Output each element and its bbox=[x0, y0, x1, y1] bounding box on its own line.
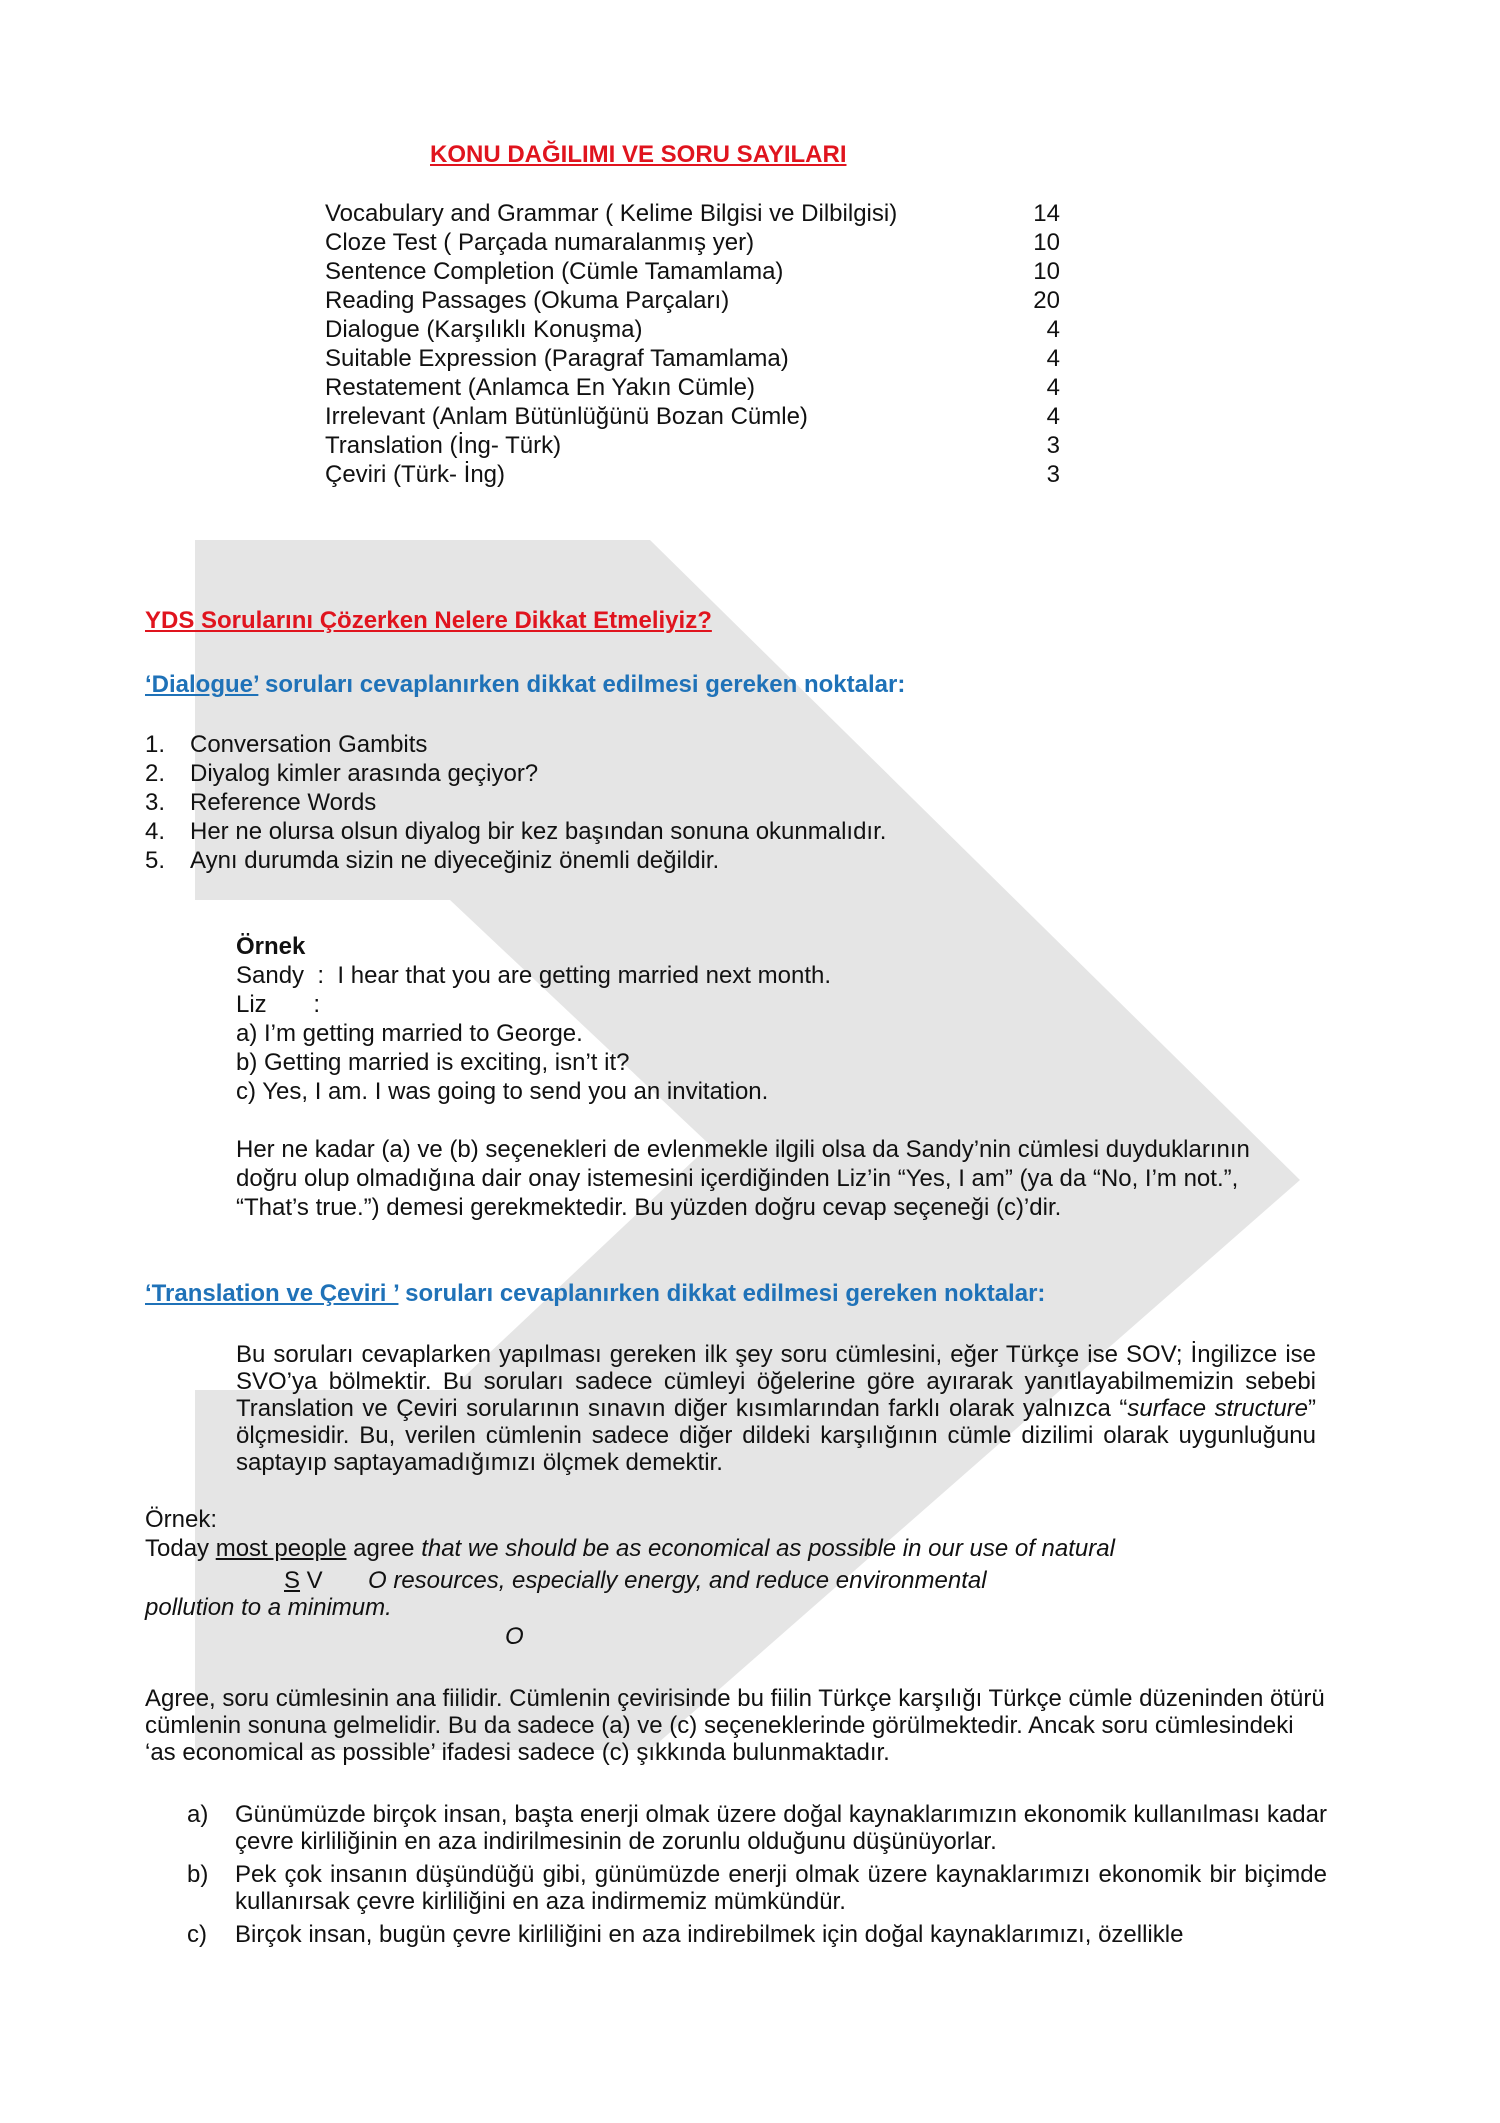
dialogue-point-number: 3. bbox=[145, 789, 166, 816]
distribution-row bbox=[325, 199, 1060, 228]
dialogue-option-b: b) Getting married is exciting, isn’t it? bbox=[236, 1049, 630, 1076]
dialogue-point-text: Reference Words bbox=[190, 789, 377, 816]
translation-option-text: Pek çok insanın düşündüğü gibi, günümüzde enerji olmak üzere kaynaklarımızı ekonomik bir biçimde kullanırsak çevre kirliliğini en aza indirmemiz mümkündür. bbox=[235, 1861, 1327, 1915]
example-sentence-line2 bbox=[284, 1566, 323, 1595]
example-subject: most people bbox=[215, 1535, 347, 1562]
distribution-count: 20 bbox=[1033, 287, 1060, 314]
dialogue-explanation: Her ne kadar (a) ve (b) seçenekleri de evlenmekle ilgili olsa da Sandy’nin cümlesi duyduklarının doğru olup olmadığına dair onay istemesini içerdiğinden Liz’in “Yes, I am” (ya da “No, I’m not.”, “That’s true.”) demesi gerekmektedir. Bu yüzden doğru cevap seçeneği (c)’dir. bbox=[236, 1136, 1250, 1221]
translation-explanation bbox=[236, 1341, 1316, 1476]
dialogue-point-text: Her ne olursa olsun diyalog bir kez başından sonuna okunmalıdır. bbox=[190, 818, 887, 845]
translation-heading-term: ‘Translation ve Çeviri ’ bbox=[145, 1280, 399, 1307]
dialogue-line-sandy: Sandy : I hear that you are getting married next month. bbox=[236, 962, 831, 989]
dialogue-point-text: Conversation Gambits bbox=[190, 731, 428, 758]
dialogue-point bbox=[145, 846, 886, 875]
translation-option-text: Birçok insan, bugün çevre kirliliğini en aza indirebilmek için doğal kaynaklarımızı, özellikle bbox=[235, 1921, 1184, 1948]
translation-example-label: Örnek: bbox=[145, 1506, 218, 1533]
translation-option bbox=[145, 1801, 1327, 1855]
translation-option-letter: a) bbox=[187, 1801, 209, 1828]
dialogue-heading bbox=[145, 670, 905, 699]
topic-distribution-list bbox=[325, 199, 1060, 489]
dialogue-option-c: c) Yes, I am. I was going to send you an invitation. bbox=[236, 1078, 769, 1105]
distribution-count: 4 bbox=[1046, 345, 1060, 372]
distribution-count: 3 bbox=[1046, 432, 1060, 459]
distribution-label: Restatement (Anlamca En Yakın Cümle) bbox=[325, 374, 755, 401]
distribution-row bbox=[325, 344, 1060, 373]
translation-analysis: Agree, soru cümlesinin ana fiilidir. Cümlenin çevirisinde bu fiilin Türkçe karşılığı Türkçe cümle düzeninden ötürü cümlenin sonuna gelmelidir. Bu da sadece (a) ve (c) seçeneklerinde görülmektedir. Ancak soru cümlesindeki ‘as economical as possible’ ifadesi sadece (c) şıkkında bulunmaktadır. bbox=[145, 1685, 1325, 1766]
distribution-row bbox=[325, 257, 1060, 286]
example-sentence-line3 bbox=[145, 1593, 392, 1622]
example-verb: agree bbox=[346, 1535, 422, 1562]
translation-heading-rest: soruları cevaplanırken dikkat edilmesi gereken noktalar: bbox=[398, 1280, 1046, 1307]
distribution-label: Dialogue (Karşılıklı Konuşma) bbox=[325, 316, 643, 343]
distribution-row bbox=[325, 460, 1060, 489]
distribution-count: 4 bbox=[1046, 403, 1060, 430]
distribution-label: Reading Passages (Okuma Parçaları) bbox=[325, 287, 730, 314]
dialogue-point bbox=[145, 788, 886, 817]
example-sentence-line1 bbox=[145, 1534, 1115, 1563]
distribution-label: Vocabulary and Grammar ( Kelime Bilgisi ve Dilbilgisi) bbox=[325, 200, 898, 227]
example-sentence-continuation bbox=[368, 1566, 987, 1595]
distribution-label: Sentence Completion (Cümle Tamamlama) bbox=[325, 258, 784, 285]
dialogue-point bbox=[145, 730, 886, 759]
dialogue-point-number: 4. bbox=[145, 818, 166, 845]
example-object: that we should be as economical as possible in our use of natural bbox=[421, 1535, 1115, 1562]
dialogue-point bbox=[145, 817, 886, 846]
translation-option-letter: c) bbox=[187, 1921, 207, 1948]
distribution-row bbox=[325, 315, 1060, 344]
example-object-end: pollution to a minimum. bbox=[145, 1594, 392, 1621]
distribution-label: Translation (İng- Türk) bbox=[325, 432, 562, 459]
translation-option bbox=[145, 1921, 1327, 1948]
section-title: YDS Sorularını Çözerken Nelere Dikkat Etmeliyiz? bbox=[145, 607, 712, 634]
distribution-count: 14 bbox=[1033, 200, 1060, 227]
distribution-row bbox=[325, 286, 1060, 315]
dialogue-point-number: 1. bbox=[145, 731, 166, 758]
distribution-count: 10 bbox=[1033, 258, 1060, 285]
distribution-label: Cloze Test ( Parçada numaralanmış yer) bbox=[325, 229, 755, 256]
translation-option bbox=[145, 1861, 1327, 1915]
surface-structure-term: surface structure bbox=[1127, 1395, 1308, 1422]
distribution-label: Çeviri (Türk- İng) bbox=[325, 461, 506, 488]
object-marker bbox=[505, 1622, 524, 1651]
translation-text-part2: ” ölçmesidir. Bu, verilen cümlenin sadece diğer dildeki karşılığının cümle dizilimi olarak uygunluğunu saptayıp saptayamadığımızı ölçmek demektir. bbox=[236, 1395, 1316, 1476]
dialogue-points-list bbox=[145, 730, 886, 875]
subject-marker: S bbox=[284, 1567, 301, 1594]
object-marker-label: O bbox=[505, 1623, 524, 1650]
distribution-label: Irrelevant (Anlam Bütünlüğünü Bozan Cümle) bbox=[325, 403, 808, 430]
distribution-count: 3 bbox=[1046, 461, 1060, 488]
distribution-count: 4 bbox=[1046, 316, 1060, 343]
dialogue-point-text: Diyalog kimler arasında geçiyor? bbox=[190, 760, 539, 787]
dialogue-point bbox=[145, 759, 886, 788]
distribution-label: Suitable Expression (Paragraf Tamamlama) bbox=[325, 345, 789, 372]
dialogue-point-number: 5. bbox=[145, 847, 166, 874]
translation-option-letter: b) bbox=[187, 1861, 209, 1888]
translation-options-list bbox=[145, 1801, 1327, 1948]
distribution-row bbox=[325, 228, 1060, 257]
example-object-continued: O resources, especially energy, and reduce environmental bbox=[368, 1567, 987, 1594]
verb-marker: V bbox=[300, 1567, 323, 1594]
page-title: KONU DAĞILIMI VE SORU SAYILARI bbox=[430, 141, 847, 168]
translation-heading bbox=[145, 1279, 1045, 1308]
translation-option-text: Günümüzde birçok insan, başta enerji olmak üzere doğal kaynaklarımızın ekonomik kullanılması kadar çevre kirliliğinin en aza indirilmesinin de zorunlu olduğunu düşünüyorlar. bbox=[235, 1801, 1327, 1855]
example-word-today: Today bbox=[145, 1535, 216, 1562]
distribution-count: 10 bbox=[1033, 229, 1060, 256]
dialogue-example bbox=[236, 932, 1316, 1222]
dialogue-heading-rest: soruları cevaplanırken dikkat edilmesi gereken noktalar: bbox=[258, 671, 906, 698]
dialogue-line-liz: Liz : bbox=[236, 991, 321, 1018]
distribution-row bbox=[325, 373, 1060, 402]
dialogue-option-a: a) I’m getting married to George. bbox=[236, 1020, 583, 1047]
dialogue-heading-term: ‘Dialogue’ bbox=[145, 671, 259, 698]
dialogue-point-text: Aynı durumda sizin ne diyeceğiniz önemli değildir. bbox=[190, 847, 720, 874]
dialogue-example-label: Örnek bbox=[236, 933, 306, 960]
translation-text-part1: Bu soruları cevaplarken yapılması gereken ilk şey soru cümlesini, eğer Türkçe ise SOV; İngilizce ise SVO’ya bölmektir. Bu soruları sadece cümleyi öğelerine göre ayırarak yanıtlayabilmemizin sebebi Translation ve Çeviri sorularının sınavın diğer kısımlarından farklı olarak yalnızca “ bbox=[236, 1341, 1316, 1422]
distribution-count: 4 bbox=[1046, 374, 1060, 401]
distribution-row bbox=[325, 402, 1060, 431]
dialogue-point-number: 2. bbox=[145, 760, 166, 787]
distribution-row bbox=[325, 431, 1060, 460]
